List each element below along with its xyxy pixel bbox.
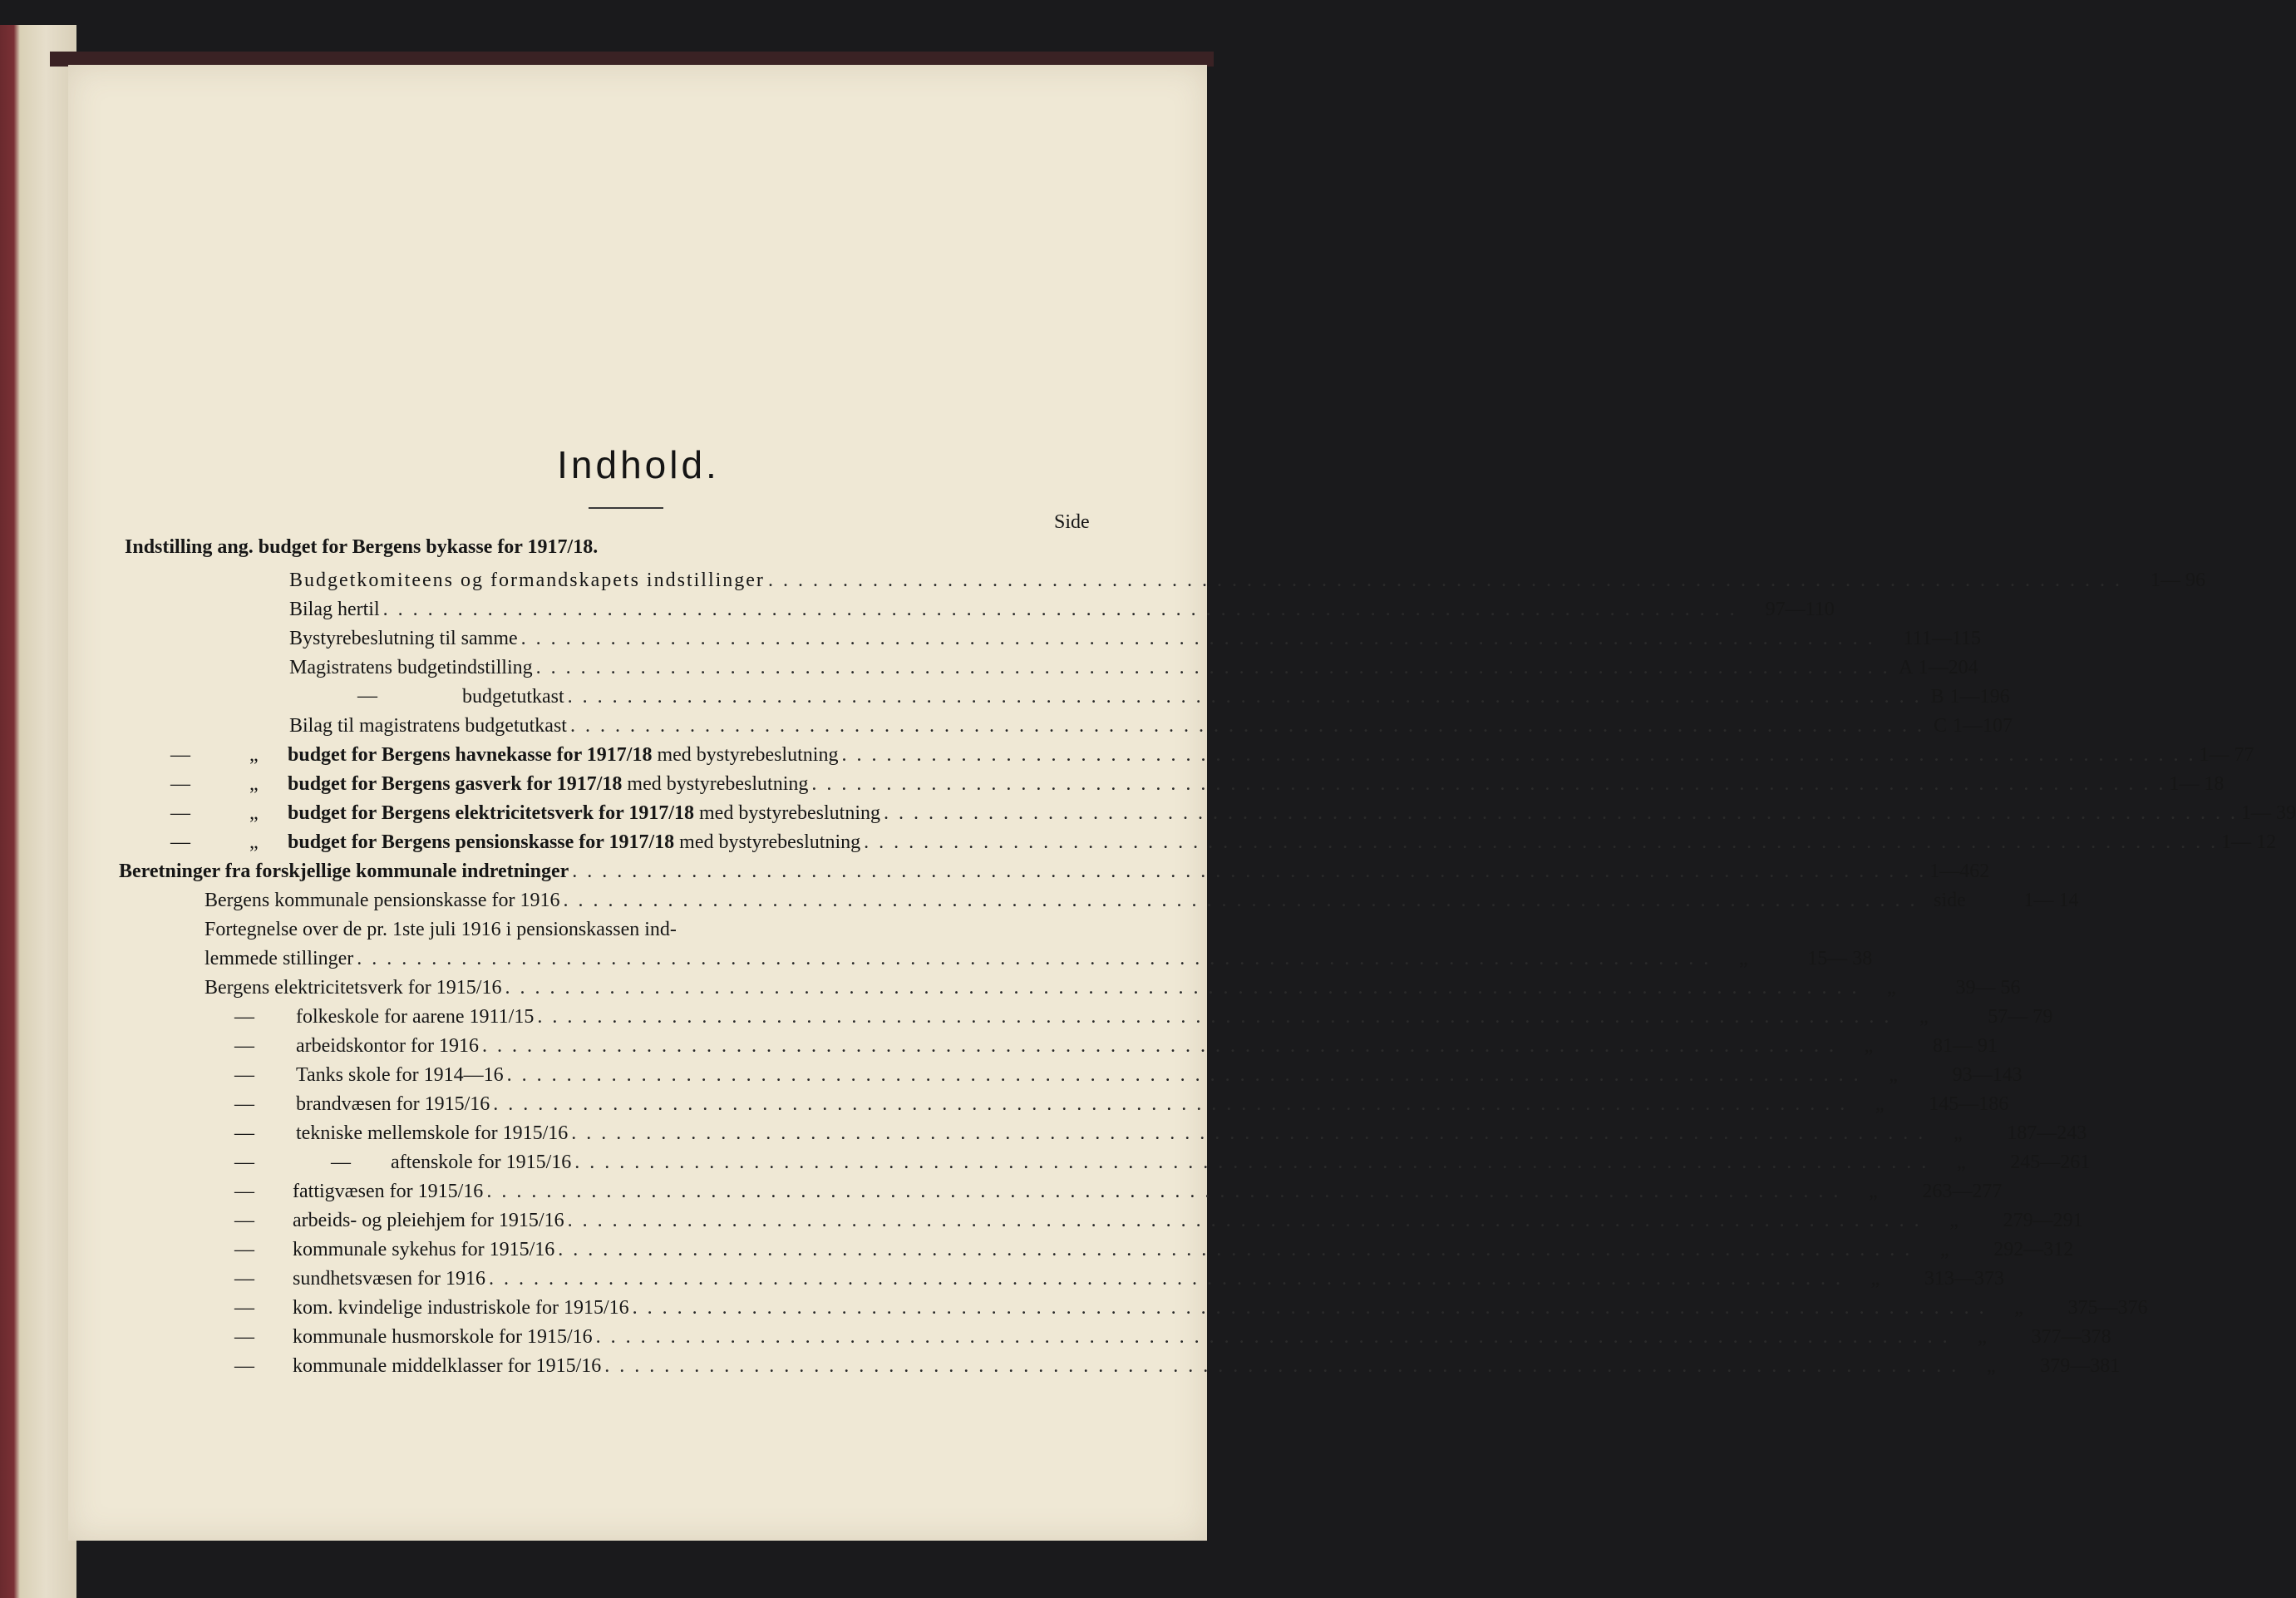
title-underline <box>589 507 663 509</box>
ditto-dash: — <box>234 1181 254 1202</box>
toc-entry: Fortegnelse over de pr. 1ste juli 1916 i pensionskassen ind- <box>204 919 677 940</box>
ditto-mark: „ <box>249 802 259 824</box>
toc-entry: Bilag hertil . . . . . . . . . . . . . . . . . . . . . . . . . . . . . . . . . . . . . . . . . . . . . . . . . . . . . . . . . . . . . . . . . . . . . . . . . . . . . . . . . . . . . . . . . . . 97—110 <box>289 599 1835 620</box>
ditto-dash: — <box>234 1355 254 1377</box>
toc-entry: folkeskole for aarene 1911/15 . . . . . . . . . . . . . . . . . . . . . . . . . . . . . . . . . . . . . . . . . . . . . . . . . . . . . . . . . . . . . . . . . . . . . . . . . . . . . . . . . . . . . . . . . . . „ 57— 79 <box>296 1006 2053 1028</box>
toc-entry: arbeids- og pleiehjem for 1915/16 . . . . . . . . . . . . . . . . . . . . . . . . . . . . . . . . . . . . . . . . . . . . . . . . . . . . . . . . . . . . . . . . . . . . . . . . . . . . . . . . . . . . . . . . . . . „ 279—291 <box>293 1210 2083 1231</box>
toc-entry: aftenskole for 1915/16 . . . . . . . . . . . . . . . . . . . . . . . . . . . . . . . . . . . . . . . . . . . . . . . . . . . . . . . . . . . . . . . . . . . . . . . . . . . . . . . . . . . . . . . . . . . „ 245—261 <box>391 1152 2091 1173</box>
side-column-header: Side <box>1054 511 1090 533</box>
toc-entry: budgetutkast . . . . . . . . . . . . . . . . . . . . . . . . . . . . . . . . . . . . . . . . . . . . . . . . . . . . . . . . . . . . . . . . . . . . . . . . . . . . . . . . . . . . . . . . . . . B 1—196 <box>462 686 2010 708</box>
left-page-edge <box>0 25 76 1598</box>
page-title: Indhold. <box>557 443 720 486</box>
toc-entry: Magistratens budgetindstilling . . . . . . . . . . . . . . . . . . . . . . . . . . . . . . . . . . . . . . . . . . . . . . . . . . . . . . . . . . . . . . . . . . . . . . . . . . . . . . . . . . . . . . . . . . . A 1—204 <box>289 657 1978 678</box>
ditto-mark: „ <box>249 831 259 853</box>
ditto-dash: — <box>170 831 190 853</box>
toc-entry: kom. kvindelige industriskole for 1915/16 . . . . . . . . . . . . . . . . . . . . . . . . . . . . . . . . . . . . . . . . . . . . . . . . . . . . . . . . . . . . . . . . . . . . . . . . . . . . . . . . . . . . . . . . . . . „ 375—376 <box>293 1297 2148 1319</box>
toc-entry: kommunale sykehus for 1915/16 . . . . . . . . . . . . . . . . . . . . . . . . . . . . . . . . . . . . . . . . . . . . . . . . . . . . . . . . . . . . . . . . . . . . . . . . . . . . . . . . . . . . . . . . . . . „ 292—312 <box>293 1239 2074 1260</box>
toc-entry: Tanks skole for 1914—16 . . . . . . . . . . . . . . . . . . . . . . . . . . . . . . . . . . . . . . . . . . . . . . . . . . . . . . . . . . . . . . . . . . . . . . . . . . . . . . . . . . . . . . . . . . . „ 93—143 <box>296 1064 2023 1086</box>
section-heading-reports: Beretninger fra forskjellige kommunale indretninger . . . . . . . . . . . . . . . . . . . . . . . . . . . . . . . . . . . . . . . . . . . . . . . . . . . . . . . . . . . . . . . . . . . . . . . . . . . . . . . . . . . . . . . . . . . 1—462 <box>119 861 1990 882</box>
toc-entry: budget for Bergens havnekasse for 1917/18 med bystyrebeslutning . . . . . . . . . . . . . . . . . . . . . . . . . . . . . . . . . . . . . . . . . . . . . . . . . . . . . . . . . . . . . . . . . . . . . . . . . . . . . . . . . . . . . . . . . . . 1— 77 <box>288 744 2254 766</box>
toc-entry: brandvæsen for 1915/16 . . . . . . . . . . . . . . . . . . . . . . . . . . . . . . . . . . . . . . . . . . . . . . . . . . . . . . . . . . . . . . . . . . . . . . . . . . . . . . . . . . . . . . . . . . . „ 145—186 <box>296 1093 2009 1115</box>
ditto-dash: — <box>170 802 190 824</box>
ditto-dash: — <box>234 1297 254 1319</box>
ditto-dash: — <box>331 1152 351 1173</box>
ditto-dash: — <box>234 1122 254 1144</box>
toc-entry: Bystyrebeslutning til samme . . . . . . . . . . . . . . . . . . . . . . . . . . . . . . . . . . . . . . . . . . . . . . . . . . . . . . . . . . . . . . . . . . . . . . . . . . . . . . . . . . . . . . . . . . . 111—115 <box>289 628 1981 649</box>
toc-entry: budget for Bergens gasverk for 1917/18 med bystyrebeslutning . . . . . . . . . . . . . . . . . . . . . . . . . . . . . . . . . . . . . . . . . . . . . . . . . . . . . . . . . . . . . . . . . . . . . . . . . . . . . . . . . . . . . . . . . . . 1— 18 <box>288 773 2225 795</box>
ditto-dash: — <box>357 685 377 707</box>
section-heading-budget: Indstilling ang. budget for Bergens bykasse for 1917/18. <box>125 536 599 558</box>
toc-entry: tekniske mellemskole for 1915/16 . . . . . . . . . . . . . . . . . . . . . . . . . . . . . . . . . . . . . . . . . . . . . . . . . . . . . . . . . . . . . . . . . . . . . . . . . . . . . . . . . . . . . . . . . . . „ 187—243 <box>296 1122 2087 1144</box>
toc-entry: budget for Bergens pensionskasse for 1917/18 med bystyrebeslutning . . . . . . . . . . . . . . . . . . . . . . . . . . . . . . . . . . . . . . . . . . . . . . . . . . . . . . . . . . . . . . . . . . . . . . . . . . . . . . . . . . . . . . . . . . . 1— 12 <box>288 831 2277 853</box>
toc-entry: Bilag til magistratens budgetutkast . . . . . . . . . . . . . . . . . . . . . . . . . . . . . . . . . . . . . . . . . . . . . . . . . . . . . . . . . . . . . . . . . . . . . . . . . . . . . . . . . . . . . . . . . . . C 1—107 <box>289 715 2013 737</box>
toc-entry: Bergens elektricitetsverk for 1915/16 . . . . . . . . . . . . . . . . . . . . . . . . . . . . . . . . . . . . . . . . . . . . . . . . . . . . . . . . . . . . . . . . . . . . . . . . . . . . . . . . . . . . . . . . . . . „ 39— 56 <box>204 977 2021 999</box>
toc-entry: arbeidskontor for 1916 . . . . . . . . . . . . . . . . . . . . . . . . . . . . . . . . . . . . . . . . . . . . . . . . . . . . . . . . . . . . . . . . . . . . . . . . . . . . . . . . . . . . . . . . . . . „ 81— 91 <box>296 1035 1998 1057</box>
ditto-dash: — <box>170 773 190 795</box>
ditto-dash: — <box>234 1093 254 1115</box>
toc-entry: kommunale middelklasser for 1915/16 . . . . . . . . . . . . . . . . . . . . . . . . . . . . . . . . . . . . . . . . . . . . . . . . . . . . . . . . . . . . . . . . . . . . . . . . . . . . . . . . . . . . . . . . . . . „ 379—381 <box>293 1355 2121 1377</box>
ditto-dash: — <box>234 1326 254 1348</box>
toc-entry: lemmede stillinger . . . . . . . . . . . . . . . . . . . . . . . . . . . . . . . . . . . . . . . . . . . . . . . . . . . . . . . . . . . . . . . . . . . . . . . . . . . . . . . . . . . . . . . . . . . „ 15— 38 <box>204 948 1873 969</box>
ditto-dash: — <box>234 1268 254 1290</box>
ditto-dash: — <box>234 1210 254 1231</box>
toc-entry: Budgetkomiteens og formandskapets indstillinger . . . . . . . . . . . . . . . . . . . . . . . . . . . . . . . . . . . . . . . . . . . . . . . . . . . . . . . . . . . . . . . . . . . . . . . . . . . . . . . . . . . . . . . . . . . 1— 96 <box>289 570 2205 591</box>
ditto-dash: — <box>234 1006 254 1028</box>
ditto-dash: — <box>234 1064 254 1086</box>
toc-entry: budget for Bergens elektricitetsverk for 1917/18 med bystyrebeslutning . . . . . . . . . . . . . . . . . . . . . . . . . . . . . . . . . . . . . . . . . . . . . . . . . . . . . . . . . . . . . . . . . . . . . . . . . . . . . . . . . . . . . . . . . . . 1— 39 <box>288 802 2296 824</box>
toc-entry: sundhetsvæsen for 1916 . . . . . . . . . . . . . . . . . . . . . . . . . . . . . . . . . . . . . . . . . . . . . . . . . . . . . . . . . . . . . . . . . . . . . . . . . . . . . . . . . . . . . . . . . . . „ 313—373 <box>293 1268 2004 1290</box>
toc-entry: kommunale husmorskole for 1915/16 . . . . . . . . . . . . . . . . . . . . . . . . . . . . . . . . . . . . . . . . . . . . . . . . . . . . . . . . . . . . . . . . . . . . . . . . . . . . . . . . . . . . . . . . . . . „ 377—378 <box>293 1326 2111 1348</box>
toc-entry: fattigvæsen for 1915/16 . . . . . . . . . . . . . . . . . . . . . . . . . . . . . . . . . . . . . . . . . . . . . . . . . . . . . . . . . . . . . . . . . . . . . . . . . . . . . . . . . . . . . . . . . . . „ 263—277 <box>293 1181 2003 1202</box>
toc-entry: Bergens kommunale pensionskasse for 1916 . . . . . . . . . . . . . . . . . . . . . . . . . . . . . . . . . . . . . . . . . . . . . . . . . . . . . . . . . . . . . . . . . . . . . . . . . . . . . . . . . . . . . . . . . . . side 1— 14 <box>204 890 2079 911</box>
ditto-mark: „ <box>249 744 259 766</box>
ditto-dash: — <box>234 1152 254 1173</box>
ditto-dash: — <box>234 1239 254 1260</box>
ditto-mark: „ <box>249 773 259 795</box>
ditto-dash: — <box>170 744 190 766</box>
ditto-dash: — <box>234 1035 254 1057</box>
